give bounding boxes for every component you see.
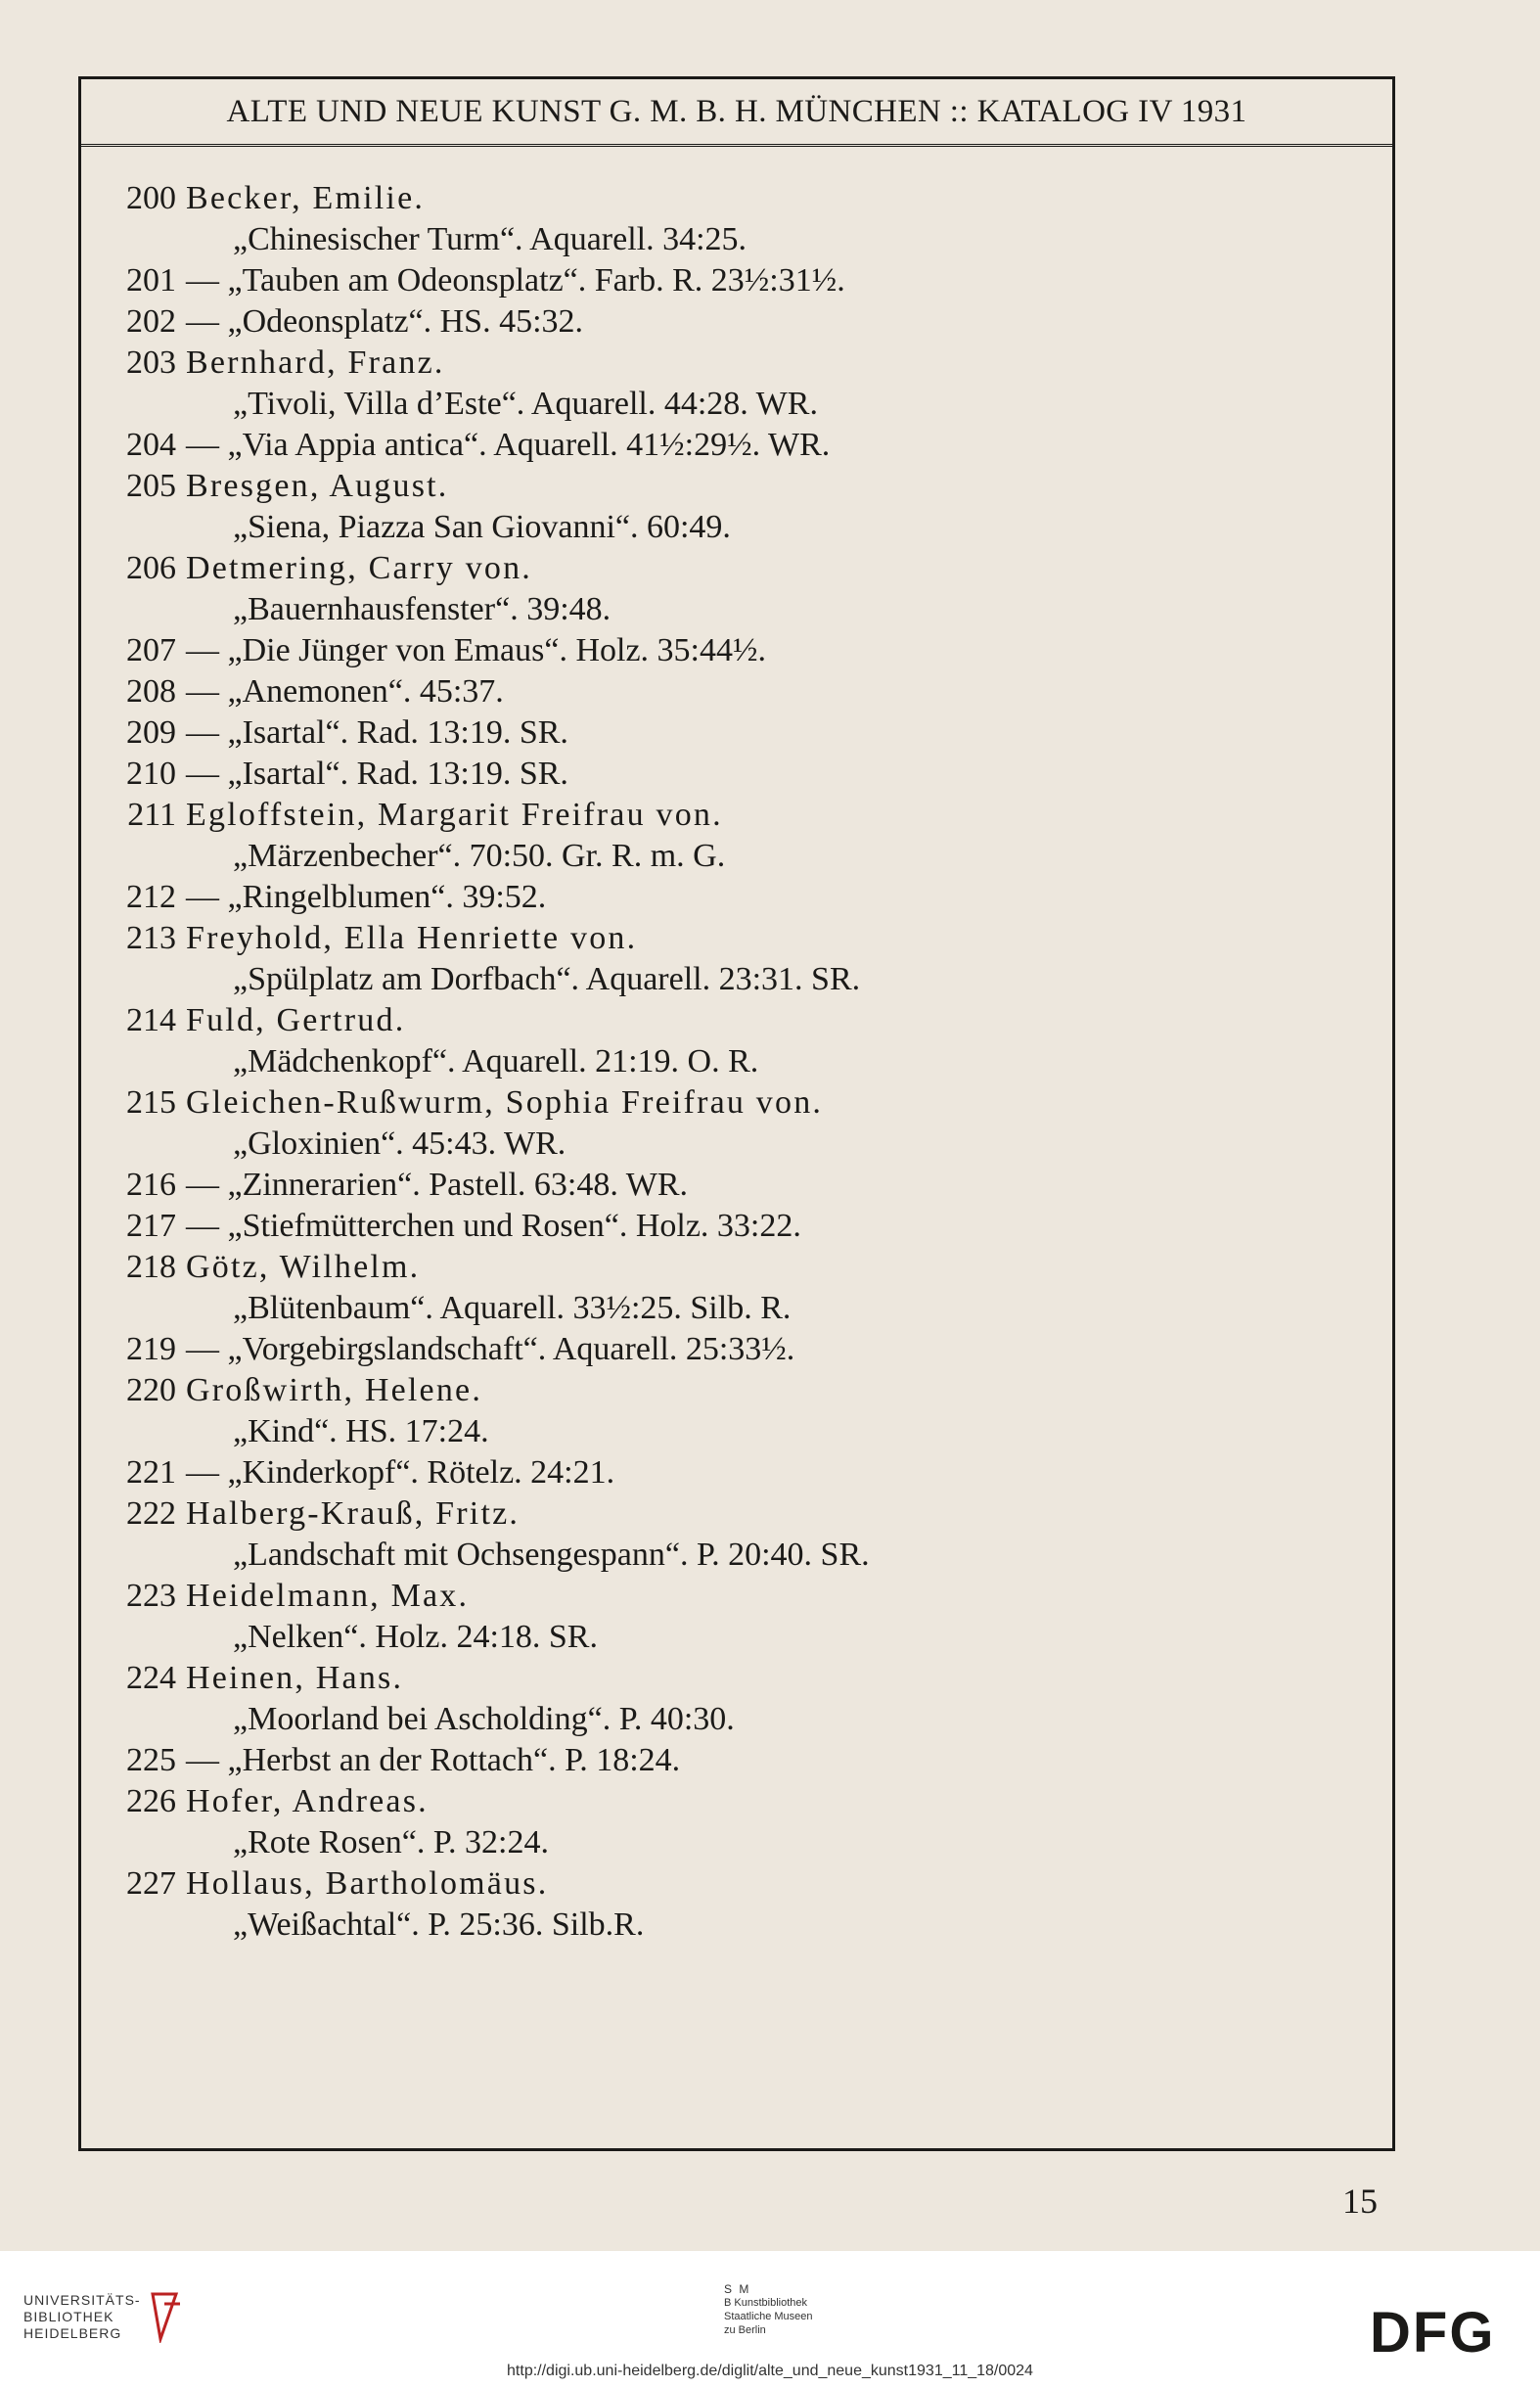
entry-row — [94, 1206, 1268, 1247]
work-description: „Landschaft mit Ochsengespann“. P. 20:40. SR. — [233, 1537, 870, 1573]
work-description: „Gloxinien“. 45:43. WR. — [233, 1125, 566, 1162]
artist-name: Becker, Emilie. — [186, 180, 426, 216]
entry-row — [94, 1329, 1268, 1370]
entry-work-row — [94, 1041, 1268, 1082]
smb-line: zu Berlin — [724, 2324, 766, 2336]
entry-number: 225 — [126, 1742, 176, 1778]
entry-artist-row — [94, 548, 1268, 589]
entry-number: 205 — [126, 468, 176, 504]
number-spacer — [94, 219, 186, 260]
entry-row — [94, 877, 1268, 918]
entry-artist-row — [94, 178, 1268, 219]
work-description: — „Die Jünger von Emaus“. Holz. 35:44½. — [186, 632, 766, 668]
entry-artist-row — [94, 1082, 1268, 1124]
work-description: „Rote Rosen“. P. 32:24. — [233, 1824, 549, 1860]
entry-number: 212 — [126, 879, 176, 915]
number-spacer — [94, 507, 186, 548]
entry-row — [94, 671, 1268, 712]
entry-row — [94, 260, 1268, 301]
entry-number: 210 — [126, 756, 176, 792]
entry-work-row — [94, 1822, 1268, 1863]
entry-number: 211 — [127, 797, 176, 833]
work-description: „Bauernhausfenster“. 39:48. — [233, 591, 611, 627]
entry-number: 202 — [126, 303, 176, 340]
page-number: 15 — [1342, 2181, 1378, 2221]
work-description: — „Tauben am Odeonsplatz“. Farb. R. 23½:31½. — [186, 262, 845, 298]
entry-artist-row — [94, 1493, 1268, 1535]
entry-work-row — [94, 1535, 1268, 1576]
logo-line: HEIDELBERG — [23, 2325, 122, 2341]
number-spacer — [94, 836, 186, 877]
artist-name: Bresgen, August. — [186, 468, 449, 504]
entry-number: 219 — [126, 1331, 176, 1367]
entry-work-row — [94, 1411, 1268, 1452]
entry-number: 222 — [126, 1495, 176, 1532]
entry-work-row — [94, 589, 1268, 630]
entry-row — [94, 1452, 1268, 1493]
work-description: „Märzenbecher“. 70:50. Gr. R. m. G. — [233, 838, 726, 874]
entry-work-row — [94, 384, 1268, 425]
work-description: — „Vorgebirgslandschaft“. Aquarell. 25:33½. — [186, 1331, 795, 1367]
entry-artist-row — [94, 1247, 1268, 1288]
work-description: „Siena, Piazza San Giovanni“. 60:49. — [233, 509, 731, 545]
number-spacer — [94, 1822, 186, 1863]
entry-number: 214 — [126, 1002, 176, 1038]
work-description: — „Odeonsplatz“. HS. 45:32. — [186, 303, 584, 340]
work-description: — „Isartal“. Rad. 13:19. SR. — [186, 714, 568, 751]
entry-work-row — [94, 1905, 1268, 1946]
entry-number: 220 — [126, 1372, 176, 1408]
entry-number: 203 — [126, 344, 176, 381]
entry-row — [94, 630, 1268, 671]
entry-number: 224 — [126, 1660, 176, 1696]
entry-number: 216 — [126, 1167, 176, 1203]
library-mark-icon — [147, 2290, 186, 2343]
entry-artist-row — [94, 1658, 1268, 1699]
entry-row — [94, 1165, 1268, 1206]
smb-line: B Kunstbibliothek — [724, 2297, 807, 2309]
work-description: — „Zinnerarien“. Pastell. 63:48. WR. — [186, 1167, 689, 1203]
entry-artist-row — [94, 1781, 1268, 1822]
entry-number: 217 — [126, 1208, 176, 1244]
artist-name: Götz, Wilhelm. — [186, 1249, 421, 1285]
number-spacer — [94, 1905, 186, 1946]
entry-row — [94, 712, 1268, 754]
entry-row — [94, 425, 1268, 466]
entry-artist-row — [94, 1576, 1268, 1617]
entry-artist-row — [94, 1000, 1268, 1041]
entry-number: 207 — [126, 632, 176, 668]
entry-number: 213 — [126, 920, 176, 956]
entry-work-row — [94, 959, 1268, 1000]
catalog-entries — [94, 178, 1268, 1946]
footer-bar — [0, 2251, 1540, 2388]
source-url[interactable]: http://digi.ub.uni-heidelberg.de/diglit/alte_und_neue_kunst1931_11_18/0024 — [507, 2363, 1033, 2379]
artist-name: Egloffstein, Margarit Freifrau von. — [186, 797, 723, 833]
work-description: „Kind“. HS. 17:24. — [233, 1413, 489, 1449]
artist-name: Heinen, Hans. — [186, 1660, 404, 1696]
entry-number: 200 — [126, 180, 176, 216]
entry-work-row — [94, 1699, 1268, 1740]
entry-number: 208 — [126, 673, 176, 710]
artist-name: Heidelmann, Max. — [186, 1578, 470, 1614]
number-spacer — [94, 1699, 186, 1740]
smb-line: Staatliche Museen — [724, 2311, 813, 2322]
number-spacer — [94, 1041, 186, 1082]
header-title: ALTE UND NEUE KUNST G. M. B. H. MÜNCHEN :: KATALOG IV 1931 — [226, 93, 1247, 129]
entry-number: 223 — [126, 1578, 176, 1614]
logo-line: UNIVERSITÄTS- — [23, 2292, 141, 2308]
entry-artist-row — [94, 343, 1268, 384]
entry-work-row — [94, 1617, 1268, 1658]
artist-name: Freyhold, Ella Henriette von. — [186, 920, 638, 956]
entry-work-row — [94, 836, 1268, 877]
number-spacer — [94, 1288, 186, 1329]
work-description: — „Kinderkopf“. Rötelz. 24:21. — [186, 1454, 615, 1491]
entry-artist-row — [94, 466, 1268, 507]
entry-work-row — [94, 507, 1268, 548]
artist-name: Großwirth, Helene. — [186, 1372, 483, 1408]
work-description: — „Stiefmütterchen und Rosen“. Holz. 33:22. — [186, 1208, 801, 1244]
entry-number: 218 — [126, 1249, 176, 1285]
entry-row — [94, 1740, 1268, 1781]
entry-artist-row — [94, 918, 1268, 959]
entry-artist-row — [94, 1370, 1268, 1411]
entry-number: 221 — [126, 1454, 176, 1491]
entry-number: 227 — [126, 1865, 176, 1902]
entry-row — [94, 301, 1268, 343]
number-spacer — [94, 589, 186, 630]
entry-number: 204 — [126, 427, 176, 463]
work-description: — „Herbst an der Rottach“. P. 18:24. — [186, 1742, 681, 1778]
catalog-header — [81, 79, 1392, 147]
entry-row — [94, 754, 1268, 795]
entry-number: 206 — [126, 550, 176, 586]
entry-work-row — [94, 219, 1268, 260]
artist-name: Gleichen-Rußwurm, Sophia Freifrau von. — [186, 1084, 824, 1121]
work-description: — „Ringelblumen“. 39:52. — [186, 879, 547, 915]
work-description: „Moorland bei Ascholding“. P. 40:30. — [233, 1701, 735, 1737]
entry-artist-row — [94, 795, 1268, 836]
entry-number: 209 — [126, 714, 176, 751]
work-description: „Spülplatz am Dorfbach“. Aquarell. 23:31. SR. — [233, 961, 861, 997]
work-description: „Tivoli, Villa d’Este“. Aquarell. 44:28. WR. — [233, 386, 818, 422]
work-description: „Weißachtal“. P. 25:36. Silb.R. — [233, 1906, 645, 1943]
number-spacer — [94, 384, 186, 425]
number-spacer — [94, 1617, 186, 1658]
artist-name: Halberg-Krauß, Fritz. — [186, 1495, 521, 1532]
smb-line: S M — [724, 2282, 751, 2296]
work-description: „Mädchenkopf“. Aquarell. 21:19. O. R. — [233, 1043, 759, 1079]
work-description: „Nelken“. Holz. 24:18. SR. — [233, 1619, 598, 1655]
artist-name: Hollaus, Bartholomäus. — [186, 1865, 549, 1902]
entry-number: 201 — [126, 262, 176, 298]
logo-line: BIBLIOTHEK — [23, 2309, 114, 2324]
artist-name: Hofer, Andreas. — [186, 1783, 429, 1819]
work-description: — „Isartal“. Rad. 13:19. SR. — [186, 756, 568, 792]
artist-name: Fuld, Gertrud. — [186, 1002, 406, 1038]
artist-name: Detmering, Carry von. — [186, 550, 533, 586]
work-description: „Chinesischer Turm“. Aquarell. 34:25. — [233, 221, 747, 257]
work-description: — „Anemonen“. 45:37. — [186, 673, 504, 710]
number-spacer — [94, 1535, 186, 1576]
number-spacer — [94, 1411, 186, 1452]
dfg-logo: DFG — [1370, 2301, 1496, 2365]
entry-number: 226 — [126, 1783, 176, 1819]
entry-work-row — [94, 1288, 1268, 1329]
number-spacer — [94, 1124, 186, 1165]
artist-name: Bernhard, Franz. — [186, 344, 445, 381]
entry-number: 215 — [126, 1084, 176, 1121]
work-description: — „Via Appia antica“. Aquarell. 41½:29½. WR. — [186, 427, 831, 463]
entry-work-row — [94, 1124, 1268, 1165]
work-description: „Blütenbaum“. Aquarell. 33½:25. Silb. R. — [233, 1290, 792, 1326]
smb-logo — [724, 2282, 813, 2337]
university-library-logo — [23, 2292, 141, 2342]
entry-artist-row — [94, 1863, 1268, 1905]
number-spacer — [94, 959, 186, 1000]
